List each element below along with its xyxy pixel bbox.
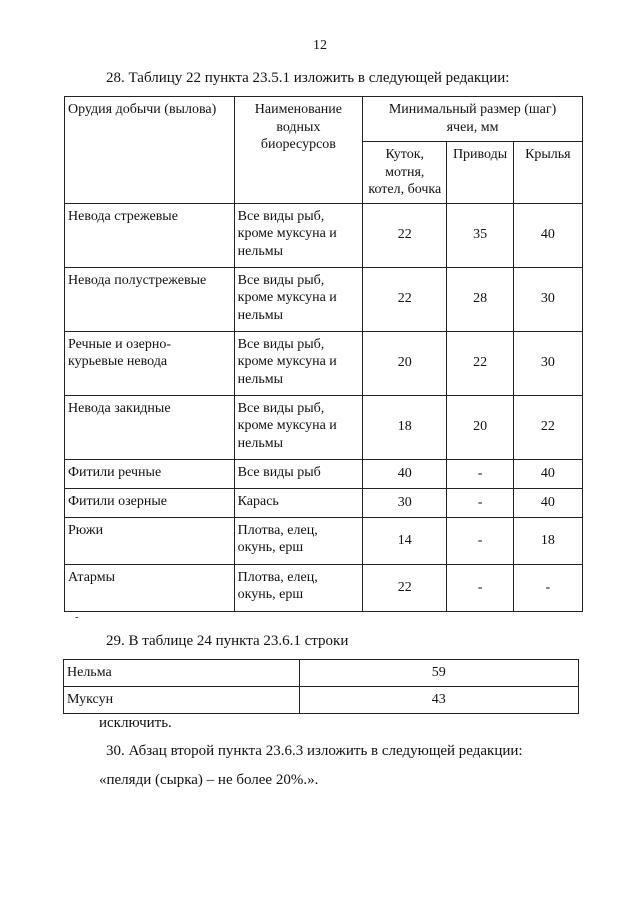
cell-name: Муксун [64,687,300,714]
cell-gear: Невода полустрежевые [65,267,235,331]
cell-gear: Невода закидные [65,395,235,459]
stray-mark: - [75,612,79,623]
table-row [65,488,583,517]
table-row [64,660,579,687]
cell-gear: Рюжи [65,517,235,564]
cell-gear: Невода стрежевые [65,203,235,267]
cell-krylya: 30 [513,267,582,331]
cell-gear: Речные и озерно- курьевые невода [65,331,235,395]
cell-privody: 20 [447,395,513,459]
table-row [65,395,583,459]
cell-krylya: 40 [513,203,582,267]
cell-species: Все виды рыб, кроме муксуна и нельмы [234,331,362,395]
table-22 [64,96,583,612]
cell-species: Карась [234,488,362,517]
table-row [64,687,579,714]
table-22-header-row [65,97,583,142]
cell-krylya: 40 [513,488,582,517]
cell-species: Плотва, елец, окунь, ерш [234,517,362,564]
cell-kutok: 18 [363,395,447,459]
table-row [65,267,583,331]
table-row [65,517,583,564]
cell-gear: Атармы [65,564,235,611]
cell-krylya: 22 [513,395,582,459]
cell-krylya: 18 [513,517,582,564]
cell-krylya: - [513,564,582,611]
cell-species: Все виды рыб, кроме муксуна и нельмы [234,267,362,331]
table-24 [63,659,579,714]
cell-privody: 35 [447,203,513,267]
cell-gear: Фитили озерные [65,488,235,517]
cell-gear: Фитили речные [65,459,235,488]
header-kutok: Куток, мотня, котел, бочка [363,142,447,204]
cell-krylya: 30 [513,331,582,395]
header-species: Наименование водных биоресурсов [234,97,362,204]
cell-privody: - [447,517,513,564]
table-row [65,459,583,488]
cell-privody: - [447,564,513,611]
paragraph-28: 28. Таблицу 22 пункта 23.5.1 изложить в следующей редакции: [106,70,510,86]
cell-privody: - [447,459,513,488]
quote-text: «пеляди (сырка) – не более 20%.». [99,772,319,788]
cell-kutok: 20 [363,331,447,395]
cell-kutok: 22 [363,564,447,611]
header-privody: Приводы [447,142,513,204]
cell-privody: - [447,488,513,517]
paragraph-29: 29. В таблице 24 пункта 23.6.1 строки [106,633,349,649]
cell-krylya: 40 [513,459,582,488]
cell-species: Все виды рыб, кроме муксуна и нельмы [234,203,362,267]
header-min-size: Минимальный размер (шаг) ячеи, мм [363,97,583,142]
cell-species: Плотва, елец, окунь, ерш [234,564,362,611]
page-number: 12 [313,38,327,53]
table-row [65,203,583,267]
cell-kutok: 14 [363,517,447,564]
cell-kutok: 30 [363,488,447,517]
header-gear: Орудия добычи (вылова) [65,97,235,204]
cell-species: Все виды рыб, кроме муксуна и нельмы [234,395,362,459]
paragraph-30: 30. Абзац второй пункта 23.6.3 изложить в следующей редакции: [106,743,523,759]
cell-species: Все виды рыб [234,459,362,488]
cell-name: Нельма [64,660,300,687]
cell-value: 43 [299,687,578,714]
header-krylya: Крылья [513,142,582,204]
cell-privody: 22 [447,331,513,395]
cell-kutok: 22 [363,267,447,331]
cell-privody: 28 [447,267,513,331]
cell-value: 59 [299,660,578,687]
cell-kutok: 22 [363,203,447,267]
table-row [65,564,583,611]
table-row [65,331,583,395]
exclude-text: исключить. [99,715,172,731]
cell-kutok: 40 [363,459,447,488]
